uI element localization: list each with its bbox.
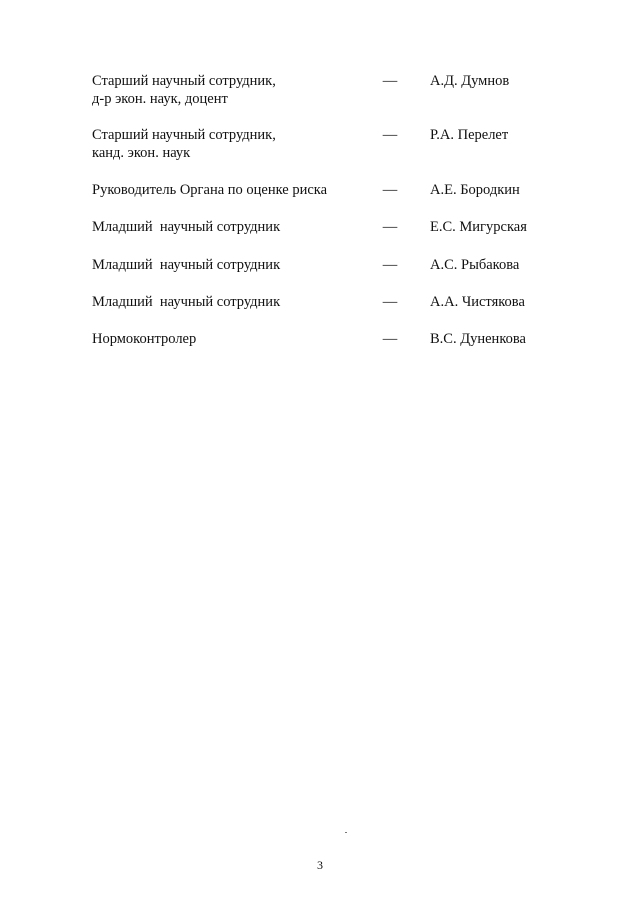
signatory-role-line: Руководитель Органа по оценке риска (92, 182, 328, 198)
signatory-role (92, 218, 362, 236)
signatory-role-line: Младший научный сотрудник (92, 257, 281, 273)
signatory-role-line: канд. экон. наук (92, 145, 191, 161)
page-number: 3 (317, 858, 323, 872)
signatory-dash: — (382, 219, 398, 235)
signatory-name: Е.С. Мигурская (430, 219, 527, 235)
signatory-role (92, 181, 362, 199)
scan-speck (345, 832, 347, 833)
signatory-dash: — (382, 331, 398, 347)
signatory-name: В.С. Дуненкова (430, 331, 526, 347)
signatory-role (92, 330, 362, 348)
signatory-name: А.Е. Бородкин (430, 182, 520, 198)
signatory-role-line: Старший научный сотрудник, (92, 73, 276, 89)
signatory-name: А.А. Чистякова (430, 294, 525, 310)
signatory-role (92, 293, 362, 311)
signatory-name: А.С. Рыбакова (430, 257, 520, 273)
signatory-role (92, 72, 362, 108)
signatory-role-line: Младший научный сотрудник (92, 219, 281, 235)
signatory-role (92, 256, 362, 274)
signatory-role-line: Младший научный сотрудник (92, 294, 281, 310)
signatory-dash: — (382, 257, 398, 273)
signatory-dash: — (382, 127, 398, 143)
signatory-role-line: д-р экон. наук, доцент (92, 91, 228, 107)
signatory-dash: — (382, 294, 398, 310)
signatory-role-line: Старший научный сотрудник, (92, 127, 276, 143)
signatory-role-line: Нормоконтролер (92, 331, 197, 347)
signatory-dash: — (382, 73, 398, 89)
signatory-name: А.Д. Думнов (430, 73, 510, 89)
signatory-role (92, 126, 362, 162)
signatory-name: Р.А. Перелет (430, 127, 509, 143)
signatory-dash: — (382, 182, 398, 198)
